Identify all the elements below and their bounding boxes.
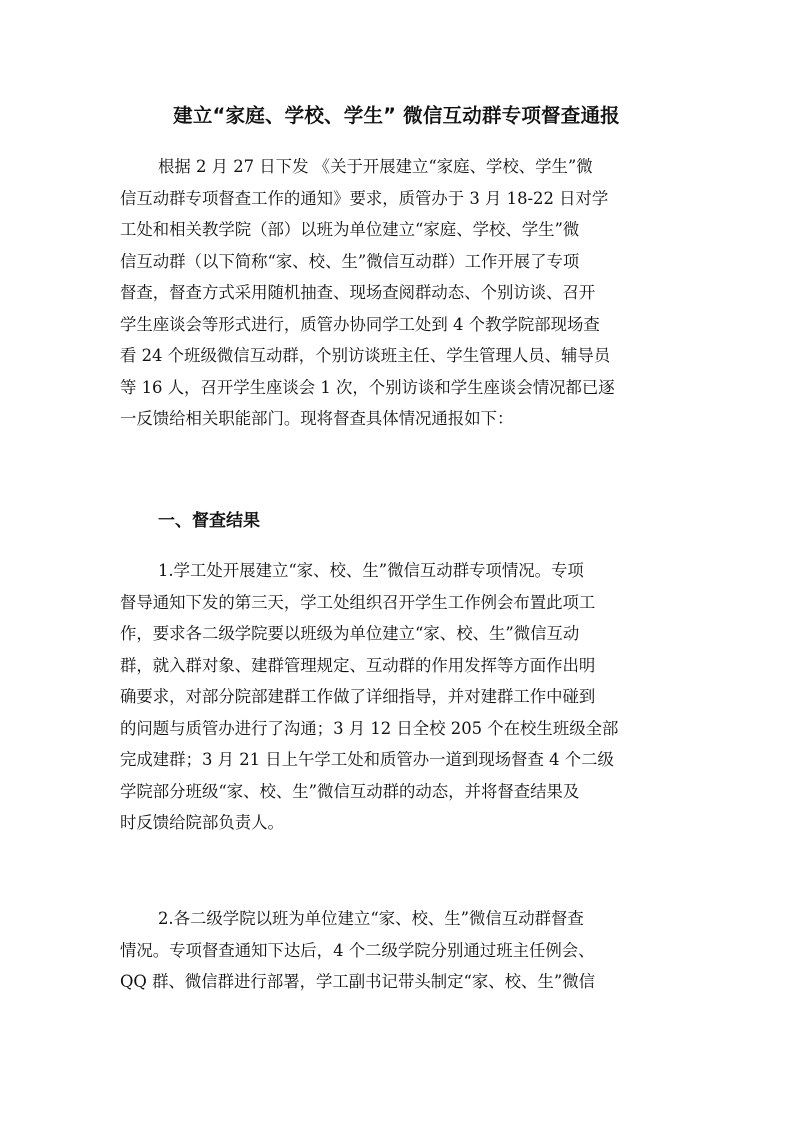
paragraph-line: 作，要求各二级学院要以班级为单位建立“家、校、生”微信互动	[120, 624, 580, 643]
paragraph-line: 确要求，对部分院部建群工作做了详细指导，并对建群工作中碰到	[120, 687, 596, 706]
paragraph-line: 信互动群（以下简称“家、校、生”微信互动群）工作开展了专项	[120, 251, 580, 271]
result-paragraph-2	[120, 903, 672, 998]
result-paragraph-1	[120, 555, 672, 839]
paragraph-line: 完成建群；3 月 21 日上午学工处和质管办一道到现场督查 4 个二级	[120, 750, 614, 769]
paragraph-line: 工处和相关教学院（部）以班为单位建立“家庭、学校、学生”微	[120, 220, 580, 239]
paragraph-line: 2.各二级学院以班为单位建立“家、校、生”微信互动群督查	[158, 909, 584, 928]
paragraph-line: 信互动群专项督查工作的通知》要求，质管办于 3 月 18-22 日对学	[120, 188, 609, 208]
paragraph-line: 时反馈给院部负责人。	[120, 813, 284, 832]
paragraph-line: QQ 群、微信群进行部署，学工副书记带头制定“家、校、生”微信	[120, 972, 595, 991]
paragraph-line: 的问题与质管办进行了沟通；3 月 12 日全校 205 个在校生班级全部	[120, 718, 619, 738]
paragraph-line: 学院部分班级“家、校、生”微信互动群的动态，并将督查结果及	[120, 781, 580, 801]
paragraph-line: 看 24 个班级微信互动群，个别访谈班主任、学生管理人员、辅导员	[120, 346, 611, 365]
paragraph-line: 等 16 人，召开学生座谈会 1 次，个别访谈和学生座谈会情况都已逐	[120, 377, 615, 397]
paragraph-line: 一反馈给相关职能部门。现将督查具体情况通报如下：	[120, 409, 514, 428]
section-heading: 一、督查结果	[158, 511, 260, 531]
paragraph-line: 督查，督查方式采用随机抽查、现场查阅群动态、个别访谈、召开	[120, 283, 596, 302]
paragraph-line: 情况。专项督查通知下达后，4 个二级学院分别通过班主任例会、	[120, 940, 595, 960]
paragraph-line: 督导通知下发的第三天，学工处组织召开学生工作例会布置此项工	[120, 592, 596, 612]
intro-paragraph	[120, 151, 672, 435]
paragraph-line: 根据 2 月 27 日下发 《关于开展建立“家庭、学校、学生”微	[158, 157, 593, 176]
paragraph-line: 群，就入群对象、建群管理规定、互动群的作用发挥等方面作出明	[120, 655, 596, 675]
document-title: 建立“家庭、学校、学生” 微信互动群专项督查通报	[173, 104, 620, 127]
paragraph-line: 学生座谈会等形式进行，质管办协同学工处到 4 个教学院部现场查	[120, 314, 600, 334]
paragraph-line: 1.学工处开展建立“家、校、生”微信互动群专项情况。专项	[158, 561, 584, 580]
